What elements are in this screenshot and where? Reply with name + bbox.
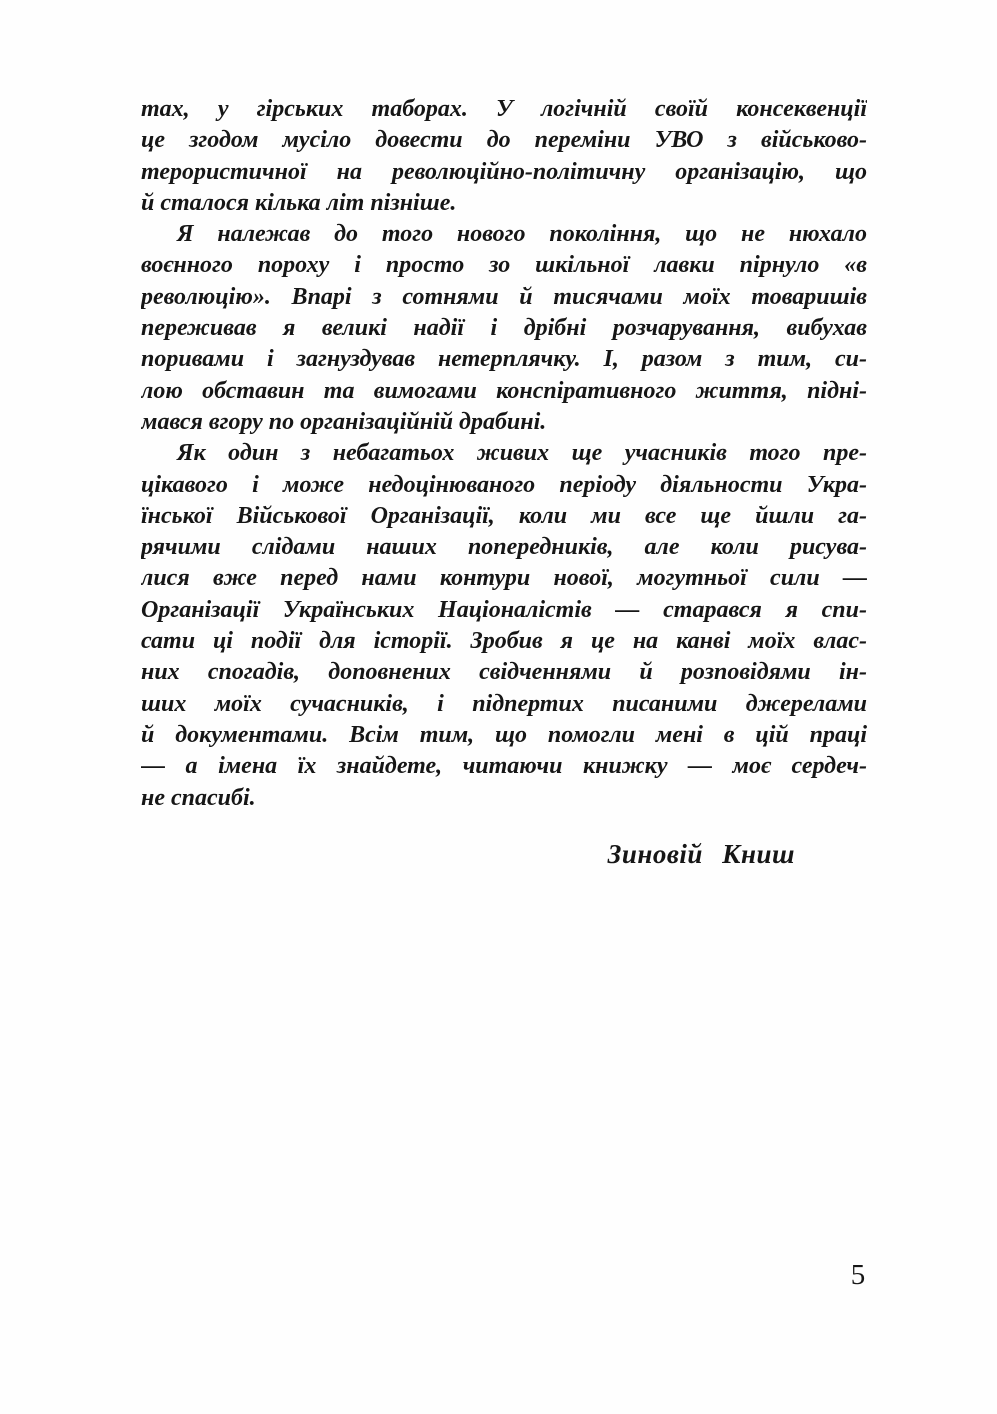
text-line: воєнного пороху і просто зо шкільної лавки пірнуло «в [141,252,867,279]
text-line: рячими слідами наших попередників, але коли рисува- [141,534,867,561]
text-line: переживав я великі надії і дрібні розчарування, вибухав [141,315,867,342]
text-line: ших моїх сучасників, і підпертих писаними джерелами [141,690,867,717]
text-line: й документами. Всім тим, що помогли мені в цій праці [141,721,867,748]
author-signature: Зиновій Книш [607,839,795,869]
page-number: 5 [850,1259,866,1291]
text-line: цікавого і може недоцінюваного періоду діяльности Укра- [141,471,867,498]
text-line: мався вгору по організаційній драбині. [141,408,547,435]
text-line: — а імена їх знайдете, читаючи книжку — моє сердеч- [141,753,867,780]
text-line: лися вже перед нами контури нової, могутньої сили — [141,565,867,592]
text-line: поривами і загнуздував нетерплячку. І, разом з тим, си- [141,346,867,373]
text-line: терористичної на революційно-політичну організацію, що [141,158,867,185]
text-line: Організації Українських Націоналістів — старався я спи- [141,596,867,623]
text-line: не спасибі. [141,784,256,811]
text-line: Я належав до того нового покоління, що не нюхало [177,221,867,248]
text-line: них спогадів, доповнених свідченнями й розповідями ін- [141,659,867,686]
text-line: сати ці події для історії. Зробив я це на канві моїх влас- [141,628,867,655]
text-line: й сталося кілька літ пізніше. [141,189,457,216]
text-line: революцію». Впарі з сотнями й тисячами моїх товаришів [141,283,867,310]
text-block [141,94,867,814]
text-line: тах, у гірських таборах. У логічній своїй консеквенції [141,96,867,122]
text-line: Як один з небагатьох живих ще учасників того пре- [177,440,867,467]
text-line: їнської Військової Організації, коли ми все ще йшли га- [141,502,867,529]
text-line: лою обставин та вимогами конспіративного життя, підні- [141,377,867,404]
text-line: це згодом мусіло довести до переміни УВО з військово- [141,127,867,154]
